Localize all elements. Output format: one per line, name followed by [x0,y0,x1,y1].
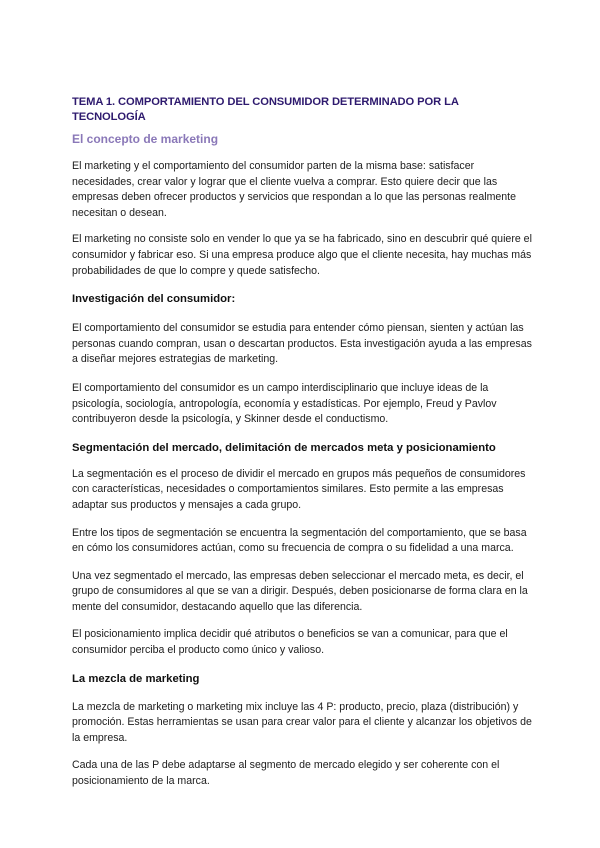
paragraph: La mezcla de marketing o marketing mix incluye las 4 P: producto, precio, plaza (distribución) y promoción. Estas herramientas se usan para crear valor para el cliente y alcanzar los objetivos de la empresa. [72,700,532,744]
heading-segmentacion: Segmentación del mercado, delimitación de mercados meta y posicionamiento [72,441,496,454]
paragraph: Una vez segmentado el mercado, las empresas deben seleccionar el mercado meta, es decir, el grupo de consumidores al que se van a dirigir. Después, deben posicionarse de forma clara en la mente del consumidor, destacando aquello que las diferencia. [72,569,528,613]
paragraph: El comportamiento del consumidor es un campo interdisciplinario que incluye ideas de la psicología, sociología, antropología, economía y estadísticas. Por ejemplo, Freud y Pavlov contribuyeron desde la psicología, y Skinner desde el conductismo. [72,381,497,426]
document-title: TEMA 1. COMPORTAMIENTO DEL CONSUMIDOR DETERMINADO POR LA TECNOLOGÍA [72,96,459,123]
section-subtitle: El concepto de marketing [72,132,219,146]
document-page [72,95,532,801]
paragraph: Cada una de las P debe adaptarse al segmento de mercado elegido y ser coherente con el posicionamiento de la marca. [72,759,500,788]
paragraph: La segmentación es el proceso de dividir el mercado en grupos más pequeños de consumidores con características, necesidades o comportamientos similares. Esto permite a las empresas adaptar sus productos y mensajes a cada grupo. [72,467,526,511]
paragraph: El comportamiento del consumidor se estudia para entender cómo piensan, sienten y actúan las personas cuando compran, usan o descartan productos. Esta investigación ayuda a las empresas a diseñar mejores estrategias de marketing. [72,322,532,366]
heading-investigacion: Investigación del consumidor: [72,293,236,306]
paragraph: El posicionamiento implica decidir qué atributos o beneficios se van a comunicar, para que el consumidor perciba el producto como único y valioso. [72,628,508,657]
paragraph: Entre los tipos de segmentación se encuentra la segmentación del comportamiento, que se basa en cómo los consumidores actúan, como su frecuencia de compra o su fidelidad a una marca. [72,526,527,555]
intro-paragraph-2: El marketing no consiste solo en vender lo que ya se ha fabricado, sino en descubrir qué quiere el consumidor y fabricar eso. Si una empresa produce algo que el cliente necesita, hay muchas más probabilidades de que lo compre y quede satisfecho. [72,233,532,277]
heading-mezcla-marketing: La mezcla de marketing [72,672,200,685]
intro-paragraph-1: El marketing y el comportamiento del consumidor parten de la misma base: satisfacer necesidades, crear valor y lograr que el cliente vuelva a comprar. Esto quiere decir que las empresas deben ofrecer productos y servicios que respondan a lo que las personas realmente necesitan o desean. [72,160,517,219]
